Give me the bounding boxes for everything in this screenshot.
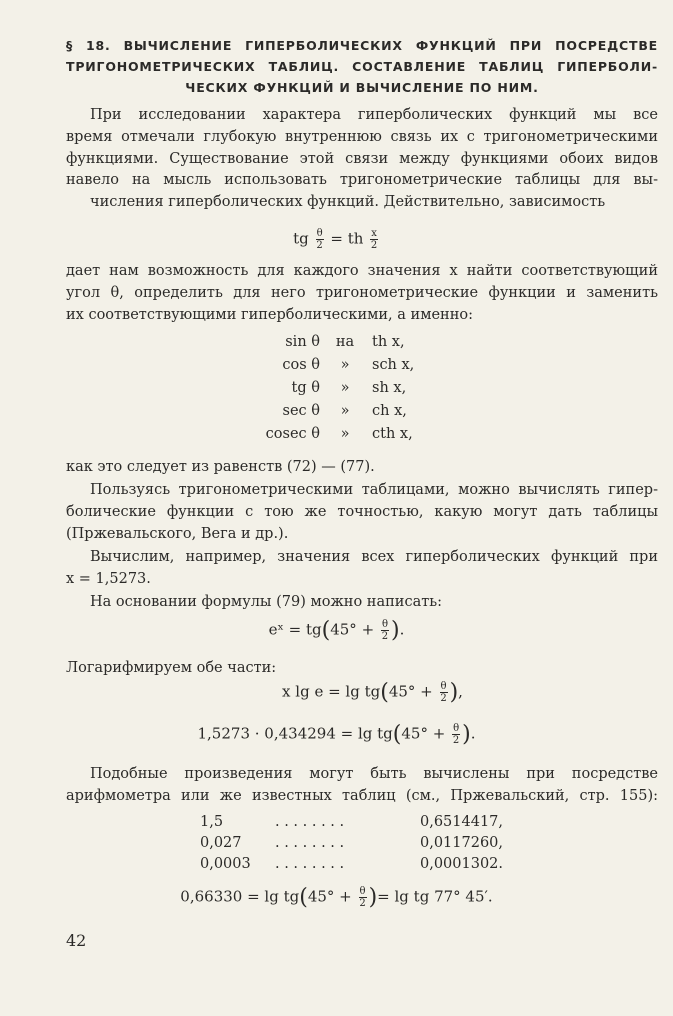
section-heading-line-3: ЧЕСКИХ ФУНКЦИЙ И ВЫЧИСЛЕНИЕ ПО НИМ. (185, 80, 539, 95)
text-line: угол θ, определить для него тригонометрические функции и заменить (66, 285, 658, 301)
formula-exp (0, 618, 673, 643)
denominator: 2 (381, 631, 389, 642)
formula-part: x lg e = lg tg (282, 682, 381, 701)
formula-result (0, 885, 673, 910)
mapping-trig: sin θ (285, 334, 320, 350)
denominator: 2 (370, 240, 378, 251)
fraction (359, 886, 367, 909)
mapping-trig: cos θ (282, 357, 320, 373)
text-line: как это следует из равенств (72) — (77). (66, 459, 375, 475)
paren: ( (380, 680, 389, 705)
fraction (316, 228, 324, 251)
text-line: числения гиперболических функций. Действительно, зависимость (90, 194, 606, 210)
paren: ) (462, 722, 471, 747)
formula-part: . (399, 620, 405, 639)
formula-tg-th (0, 228, 673, 251)
product-arg: 0,027 (200, 835, 242, 851)
text-line: болические функции с тою же точностью, какую могут дать таблицы (66, 504, 658, 520)
mapping-hyp: sh x, (372, 380, 407, 396)
formula-part: = th (330, 229, 364, 248)
formula-log-2 (0, 722, 673, 747)
fraction (440, 681, 448, 704)
formula-part: 45° + (307, 887, 352, 906)
product-arg: 1,5 (200, 814, 224, 830)
paren: ( (299, 885, 308, 910)
numerator: θ (440, 681, 447, 692)
text-line: арифмометра или же известных таблиц (см., Пржевальский, стр. 155): (66, 788, 658, 804)
denominator: 2 (452, 735, 460, 746)
mapping-trig: tg θ (291, 380, 320, 396)
product-dots: . . . . . . . . (275, 814, 345, 830)
formula-part: 45° + (388, 682, 433, 701)
text-line: Вычислим, например, значения всех гиперболических функций при (90, 549, 658, 565)
product-val: 0,0001302. (420, 856, 504, 872)
denominator: 2 (359, 898, 366, 909)
text-line: Подобные произведения могут быть вычислены при посредстве (90, 766, 658, 782)
text-line: На основании формулы (79) можно написать: (90, 594, 443, 610)
text-line: навело на мысль использовать тригонометрические таблицы для вы- (66, 172, 658, 188)
mapping-trig: sec θ (282, 403, 320, 419)
paren: ) (449, 680, 459, 705)
paren: ( (321, 618, 331, 643)
numerator: x (371, 228, 377, 239)
product-dots: . . . . . . . . (275, 835, 345, 851)
product-arg: 0,0003 (200, 856, 251, 872)
product-val: 0,6514417, (420, 814, 504, 830)
fraction (452, 723, 460, 746)
fraction (370, 228, 378, 251)
numerator: θ (453, 723, 460, 734)
paren: ) (390, 618, 400, 643)
mapping-sep: » (340, 380, 350, 396)
formula-part: 0,66330 = lg tg (180, 887, 300, 906)
denominator: 2 (440, 693, 447, 704)
mapping-hyp: sch x, (372, 357, 415, 373)
paren: ( (392, 722, 402, 747)
product-dots: . . . . . . . . (275, 856, 345, 872)
product-val: 0,0117260, (420, 835, 504, 851)
text-line: При исследовании характера гиперболических функций мы все (90, 107, 658, 123)
text-line: Логарифмируем обе части: (66, 660, 277, 676)
numerator: θ (381, 619, 388, 630)
page-number: 42 (66, 931, 87, 950)
formula-part: 1,5273 · 0,434294 = lg tg (197, 724, 393, 743)
mapping-hyp: ch x, (372, 403, 407, 419)
section-heading-line-1: § 18. ВЫЧИСЛЕНИЕ ГИПЕРБОЛИЧЕСКИХ ФУНКЦИЙ ПРИ ПОСРЕДСТВЕ (66, 38, 658, 53)
text-line: их соответствующими гиперболическими, а именно: (66, 307, 473, 323)
mapping-hyp: th x, (372, 334, 405, 350)
text-line: (Пржевальского, Вега и др.). (66, 526, 289, 542)
mapping-trig: cosec θ (265, 426, 320, 442)
section-heading-line-2: ТРИГОНОМЕТРИЧЕСКИХ ТАБЛИЦ. СОСТАВЛЕНИЕ ТАБЛИЦ ГИПЕРБОЛИ- (66, 59, 658, 74)
paren: ) (368, 885, 378, 910)
formula-part: = lg tg 77° 45′. (377, 887, 493, 906)
mapping-sep: » (340, 357, 350, 373)
mapping-sep: на (335, 334, 355, 350)
mapping-sep: » (340, 403, 350, 419)
text-line: время отмечали глубокую внутреннюю связь их с тригонометрическими (66, 129, 658, 145)
mapping-hyp: cth x, (372, 426, 413, 442)
text-line: Пользуясь тригонометрическими таблицами, можно вычислять гипер- (90, 482, 658, 498)
mapping-sep: » (340, 426, 350, 442)
text-line: дает нам возможность для каждого значения x найти соответствующий (66, 263, 658, 279)
text-line: x = 1,5273. (66, 571, 151, 587)
text-line: функциями. Существование этой связи между функциями обоих видов (66, 151, 658, 167)
formula-part: eˣ = tg (268, 620, 322, 639)
fraction (381, 619, 389, 642)
formula-part: 45° + (401, 724, 446, 743)
formula-part: tg (293, 229, 309, 248)
formula-part: . (470, 724, 476, 743)
formula-part: , (458, 682, 463, 701)
formula-part: 45° + (330, 620, 375, 639)
numerator: θ (359, 886, 366, 897)
numerator: θ (316, 228, 323, 239)
denominator: 2 (316, 240, 323, 251)
formula-log-1 (36, 680, 673, 705)
